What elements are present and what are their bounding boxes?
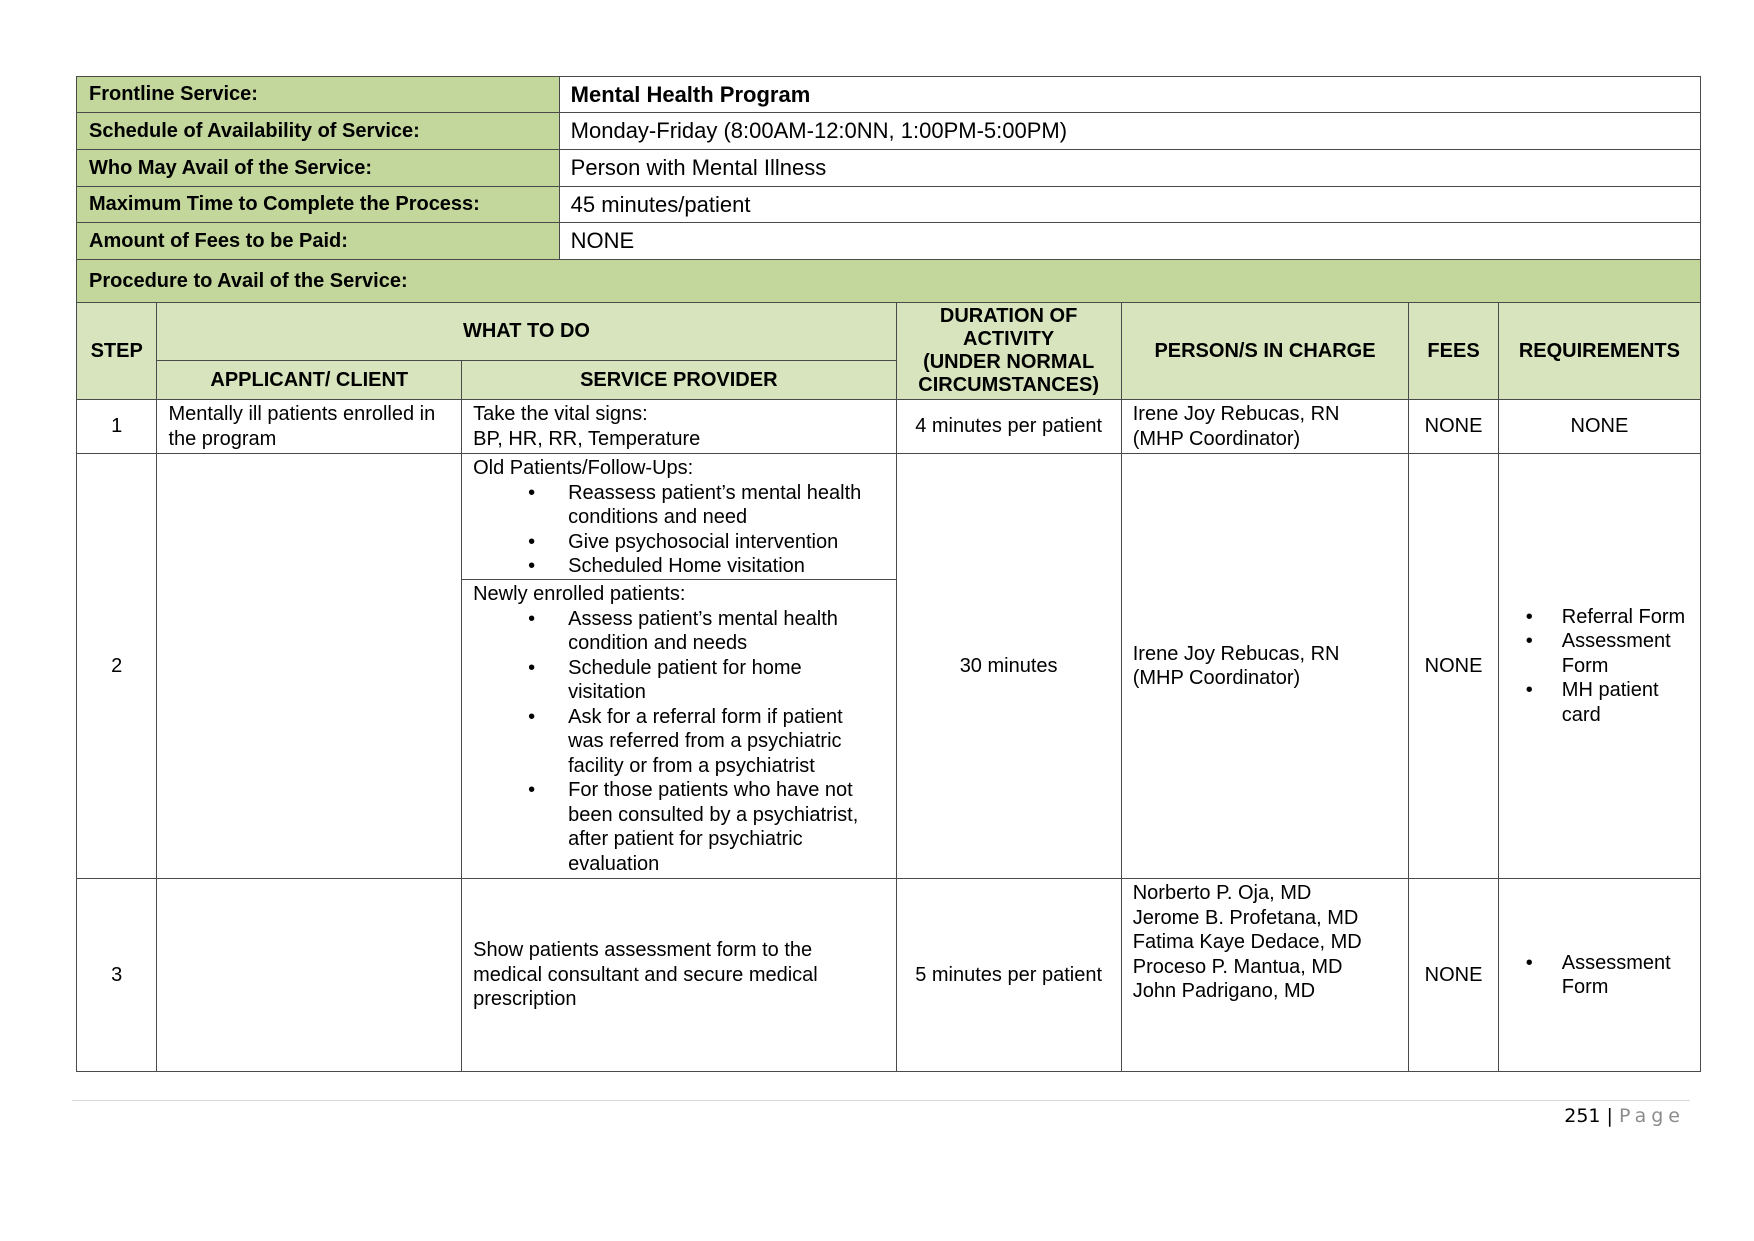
list-item-line: conditions and need bbox=[568, 506, 748, 528]
list-item bbox=[1562, 951, 1689, 1000]
old-patients-heading: Old Patients/Follow-Ups: bbox=[473, 457, 694, 479]
procedure-row bbox=[77, 260, 1701, 303]
person-cell bbox=[1121, 400, 1409, 454]
step-number: 1 bbox=[77, 400, 157, 454]
list-item-line: • Give psychosocial intervention bbox=[568, 530, 839, 553]
person-cell bbox=[1121, 454, 1409, 879]
list-item-line: • Assessment bbox=[1561, 951, 1671, 974]
provider-cell bbox=[462, 400, 896, 454]
person-line: John Padrigano, MD bbox=[1132, 980, 1316, 1002]
applicant-header: APPLICANT/ CLIENT bbox=[157, 361, 462, 400]
fees-value: NONE bbox=[559, 223, 1700, 260]
duration-header-line: ACTIVITY bbox=[963, 328, 1055, 350]
page-word: Page bbox=[1619, 1105, 1685, 1127]
who-label: Who May Avail of the Service: bbox=[77, 150, 560, 187]
person-line: Norberto P. Oja, MD bbox=[1132, 882, 1312, 904]
duration-header bbox=[896, 303, 1121, 400]
list-item bbox=[568, 554, 884, 579]
page-number: 251 bbox=[1564, 1105, 1601, 1127]
footer-divider bbox=[72, 1100, 1690, 1101]
list-item-line: Form bbox=[1561, 654, 1609, 677]
provider-line: Take the vital signs: bbox=[473, 403, 648, 425]
step-number: 2 bbox=[77, 454, 157, 879]
list-item-line: • MH patient bbox=[1561, 679, 1659, 702]
max-time-value: 45 minutes/patient bbox=[559, 187, 1700, 223]
frontline-label: Frontline Service: bbox=[77, 77, 560, 113]
fees-cell: NONE bbox=[1409, 454, 1498, 879]
who-value: Person with Mental Illness bbox=[559, 150, 1700, 187]
duration-header-line: CIRCUMSTANCES) bbox=[918, 374, 1099, 396]
person-line: Proceso P. Mantua, MD bbox=[1132, 955, 1343, 978]
max-time-label: Maximum Time to Complete the Process: bbox=[77, 187, 560, 223]
list-item-line: after patient for psychiatric bbox=[568, 828, 803, 850]
duration-cell: 4 minutes per patient bbox=[896, 400, 1121, 454]
page-separator: | bbox=[1606, 1105, 1613, 1127]
list-item bbox=[1562, 629, 1689, 678]
provider-header: SERVICE PROVIDER bbox=[462, 361, 896, 400]
who-row bbox=[77, 150, 1701, 187]
person-line: Fatima Kaye Dedace, MD bbox=[1132, 931, 1362, 953]
provider-line: medical consultant and secure medical bbox=[473, 963, 818, 986]
procedure-label: Procedure to Avail of the Service: bbox=[77, 260, 1701, 303]
duration-cell: 5 minutes per patient bbox=[896, 879, 1121, 1072]
requirements-list bbox=[1510, 605, 1689, 728]
what-to-do-header: WHAT TO DO bbox=[157, 303, 896, 361]
list-item-line: • Assess patient’s mental health bbox=[568, 607, 838, 630]
list-item-line: visitation bbox=[568, 681, 646, 703]
new-patients-heading: Newly enrolled patients: bbox=[473, 583, 686, 605]
step-number: 3 bbox=[77, 879, 157, 1072]
header-row-1 bbox=[77, 303, 1701, 361]
list-item-line: • Ask for a referral form if patient bbox=[568, 705, 843, 728]
provider-cell bbox=[462, 879, 896, 1072]
list-item-line: • Reassess patient’s mental health bbox=[568, 481, 862, 504]
applicant-line: the program bbox=[168, 427, 277, 450]
new-patients-block bbox=[462, 579, 895, 878]
provider-line: prescription bbox=[473, 988, 577, 1011]
provider-cell bbox=[462, 454, 896, 879]
list-item bbox=[568, 607, 884, 656]
provider-line: BP, HR, RR, Temperature bbox=[473, 427, 701, 450]
list-item-line: • For those patients who have not bbox=[568, 779, 853, 801]
list-item bbox=[568, 481, 884, 530]
new-patients-list bbox=[473, 607, 884, 877]
list-item bbox=[568, 656, 884, 705]
schedule-label: Schedule of Availability of Service: bbox=[77, 113, 560, 150]
person-line: (MHP Coordinator) bbox=[1132, 427, 1301, 450]
table-row bbox=[77, 400, 1701, 454]
person-line: Jerome B. Profetana, MD bbox=[1132, 906, 1359, 929]
person-cell bbox=[1121, 879, 1409, 1072]
page-footer bbox=[1564, 1105, 1685, 1127]
requirements-cell: NONE bbox=[1498, 400, 1700, 454]
list-item-line: condition and needs bbox=[568, 632, 748, 654]
duration-header-line: (UNDER NORMAL bbox=[923, 351, 1095, 373]
schedule-value: Monday-Friday (8:00AM-12:0NN, 1:00PM-5:00PM) bbox=[559, 113, 1700, 150]
person-line: Irene Joy Rebucas, RN bbox=[1132, 642, 1340, 665]
list-item-line: • Assessment bbox=[1561, 630, 1671, 653]
applicant-cell bbox=[157, 400, 462, 454]
requirements-list bbox=[1510, 951, 1689, 1000]
list-item bbox=[568, 530, 884, 555]
list-item-line: • Scheduled Home visitation bbox=[568, 555, 805, 577]
list-item bbox=[1562, 605, 1689, 630]
list-item-line: • Referral Form bbox=[1561, 605, 1686, 628]
step-header: STEP bbox=[77, 303, 157, 400]
provider-line: Show patients assessment form to the bbox=[473, 939, 813, 962]
old-patients-block bbox=[462, 454, 895, 579]
person-line: (MHP Coordinator) bbox=[1132, 667, 1301, 689]
fees-cell: NONE bbox=[1409, 400, 1498, 454]
list-item-line: been consulted by a psychiatrist, bbox=[568, 803, 859, 826]
list-item-line: evaluation bbox=[568, 852, 660, 875]
schedule-row bbox=[77, 113, 1701, 150]
table-row bbox=[77, 879, 1701, 1072]
duration-header-line: DURATION OF bbox=[939, 305, 1078, 327]
list-item-line: Form bbox=[1561, 976, 1609, 998]
list-item bbox=[568, 778, 884, 876]
list-item-line: card bbox=[1561, 703, 1601, 726]
list-item-line: • Schedule patient for home bbox=[568, 656, 802, 679]
table-row bbox=[77, 454, 1701, 879]
list-item-line: facility or from a psychiatrist bbox=[568, 754, 815, 777]
applicant-line: Mentally ill patients enrolled in bbox=[168, 403, 436, 425]
service-table bbox=[76, 76, 1701, 1072]
requirements-cell bbox=[1498, 454, 1700, 879]
duration-cell: 30 minutes bbox=[896, 454, 1121, 879]
applicant-cell bbox=[157, 454, 462, 879]
max-time-row bbox=[77, 187, 1701, 223]
applicant-cell bbox=[157, 879, 462, 1072]
list-item-line: was referred from a psychiatric bbox=[568, 730, 842, 752]
person-line: Irene Joy Rebucas, RN bbox=[1132, 403, 1340, 425]
fees-cell: NONE bbox=[1409, 879, 1498, 1072]
fees-row bbox=[77, 223, 1701, 260]
frontline-row bbox=[77, 77, 1701, 113]
fees-header: FEES bbox=[1409, 303, 1498, 400]
frontline-value: Mental Health Program bbox=[559, 77, 1700, 113]
requirements-header: REQUIREMENTS bbox=[1498, 303, 1700, 400]
person-header: PERSON/S IN CHARGE bbox=[1121, 303, 1409, 400]
fees-label: Amount of Fees to be Paid: bbox=[77, 223, 560, 260]
old-patients-list bbox=[473, 481, 884, 579]
list-item bbox=[1562, 678, 1689, 727]
list-item bbox=[568, 705, 884, 779]
requirements-cell bbox=[1498, 879, 1700, 1072]
